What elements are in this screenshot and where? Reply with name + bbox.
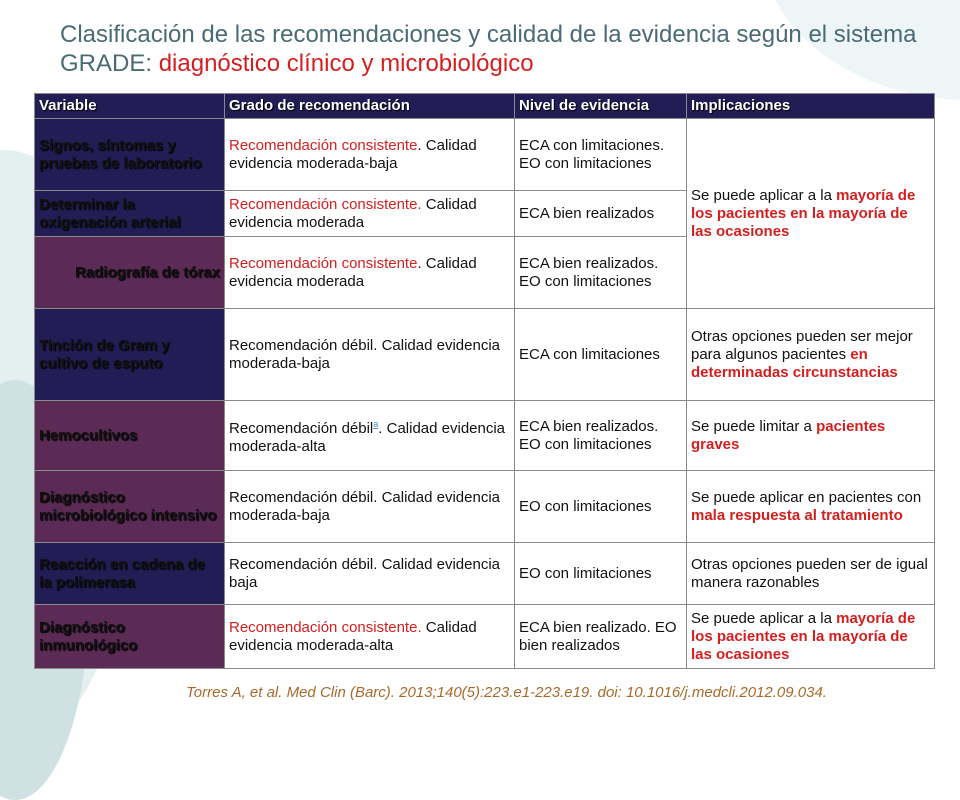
grade-text: Calidad evidencia moderada: [229, 195, 477, 231]
row-variable: Hemocultivos: [35, 401, 225, 471]
impl-text: Otras opciones pueden ser mejor para algunos pacientes: [691, 327, 913, 363]
impl-highlight: mala respuesta al tratamiento: [691, 506, 903, 524]
table-header-row: [35, 94, 935, 119]
row-implications: [687, 309, 935, 401]
row-implications: [687, 401, 935, 471]
row-grade: [225, 401, 515, 471]
row-implications: [687, 471, 935, 543]
grade-text: Recomendación débil: [229, 420, 374, 437]
row-variable: Diagnóstico microbiológico intensivo: [35, 471, 225, 543]
row-grade: [225, 191, 515, 237]
row-implications: [687, 605, 935, 669]
row-variable: Diagnóstico inmunológico: [35, 605, 225, 669]
row-implications: Otras opciones pueden ser de igual manera razonables: [687, 543, 935, 605]
row-evidence: ECA bien realizado. EO bien realizados: [515, 605, 687, 669]
header-nivel: Nivel de evidencia: [515, 94, 687, 119]
table-row: [35, 605, 935, 669]
row-variable: Reacción en cadena de la polimerasa: [35, 543, 225, 605]
row-evidence: EO con limitaciones: [515, 471, 687, 543]
row-implications: [687, 119, 935, 309]
row-grade: Recomendación débil. Calidad evidencia moderada-baja: [225, 471, 515, 543]
impl-highlight: mayoría de los pacientes en la mayoría de las ocasiones: [691, 609, 916, 663]
row-grade: Recomendación débil. Calidad evidencia moderada-baja: [225, 309, 515, 401]
impl-text: Se puede aplicar en pacientes con: [691, 488, 922, 506]
grade-highlight: Recomendación consistente.: [229, 618, 422, 636]
table-row: [35, 471, 935, 543]
grade-text: . Calidad evidencia moderada-baja: [229, 136, 477, 172]
grade-highlight: Recomendación consistente.: [229, 195, 422, 213]
title-part2: diagnóstico clínico y microbiológico: [158, 50, 534, 77]
row-variable: Signos, síntomas y pruebas de laboratorio: [35, 119, 225, 191]
row-variable: Tinción de Gram y cultivo de esputo: [35, 309, 225, 401]
row-grade: [225, 237, 515, 309]
grade-text: . Calidad evidencia moderada: [229, 254, 477, 290]
header-grado: Grado de recomendación: [225, 94, 515, 119]
impl-text: Se puede aplicar a la: [691, 186, 837, 204]
header-variable: Variable: [35, 94, 225, 119]
impl-text: Se puede limitar a: [691, 417, 817, 435]
row-evidence: ECA bien realizados: [515, 191, 687, 237]
row-evidence: ECA bien realizados. EO con limitaciones: [515, 237, 687, 309]
row-grade: [225, 119, 515, 191]
row-grade: [225, 605, 515, 669]
grade-highlight: Recomendación consistente: [229, 254, 418, 272]
impl-highlight: mayoría de los pacientes en la mayoría de las ocasiones: [691, 186, 916, 240]
title-part1: Clasificación de las recomendaciones y calidad de la evidencia según el sistema GRADE:: [60, 21, 917, 77]
grade-table: [34, 93, 935, 669]
table-row: [35, 309, 935, 401]
grade-highlight: Recomendación consistente: [229, 136, 418, 154]
impl-highlight: pacientes graves: [691, 417, 886, 453]
grade-text: Calidad evidencia moderada-alta: [229, 618, 477, 654]
row-evidence: ECA bien realizados. EO con limitaciones: [515, 401, 687, 471]
footnote-link[interactable]: a: [373, 419, 379, 429]
table-row: [35, 543, 935, 605]
row-variable: Radiografía de tórax: [35, 237, 225, 309]
row-variable: Determinar la oxigenación arterial: [35, 191, 225, 237]
slide-title: [60, 20, 920, 78]
row-evidence: ECA con limitaciones: [515, 309, 687, 401]
table-row: [35, 119, 935, 191]
row-grade: Recomendación débil. Calidad evidencia baja: [225, 543, 515, 605]
table-row: [35, 401, 935, 471]
impl-text: Se puede aplicar a la: [691, 609, 837, 627]
impl-highlight: en determinadas circunstancias: [691, 345, 898, 381]
row-evidence: ECA con limitaciones. EO con limitaciones: [515, 119, 687, 191]
row-evidence: EO con limitaciones: [515, 543, 687, 605]
header-implicaciones: Implicaciones: [687, 94, 935, 119]
citation: Torres A, et al. Med Clin (Barc). 2013;140(5):223.e1-223.e19. doi: 10.1016/j.medcli.2012.09.034.: [186, 684, 827, 701]
grade-text-cont: . Calidad evidencia moderada-alta: [229, 420, 506, 455]
